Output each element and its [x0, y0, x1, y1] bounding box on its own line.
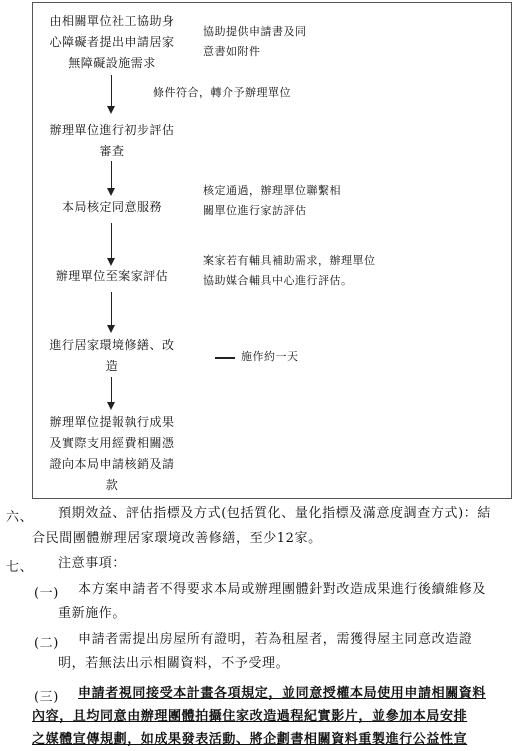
flow-arrowhead-2 — [107, 188, 115, 196]
flow-note-line: 意書如附件 — [203, 45, 261, 58]
flow-step-line: 辦理單位進行初步評估 — [49, 123, 175, 137]
flow-arrow-2 — [111, 161, 112, 189]
flow-step-line: 及實際支用經費相關憑 — [49, 436, 175, 450]
flow-arrow-4 — [111, 292, 112, 326]
flow-arrowhead-1 — [107, 106, 115, 114]
flow-arrow-5 — [111, 377, 112, 403]
item-2-number: (二) — [34, 636, 59, 651]
flow-note-line: 核定通過，辦理單位聯繫相 — [203, 184, 341, 197]
item-1-line-2: 重新施作。 — [58, 606, 127, 621]
item-2-line-2: 明，若無法出示相關資料，不予受理。 — [58, 656, 290, 671]
flow-note-line: 協助媒合輔具中心進行評估。 — [203, 274, 353, 287]
flow-note-duration — [241, 347, 299, 367]
flow-step-line: 辦理單位至案家評估 — [55, 269, 169, 283]
item-3-line-3 — [32, 728, 524, 751]
section-6-number: 六、 — [6, 510, 34, 525]
flow-note-forms — [203, 22, 307, 62]
item-3-number: (三) — [34, 690, 59, 705]
flow-step-line: 心障礙者提出申請居家 — [49, 35, 175, 49]
flow-note-connector — [215, 357, 235, 359]
flow-note-line: 協助提供申請書及同 — [203, 25, 307, 38]
item-1-number: (一) — [34, 586, 59, 601]
flow-note-line: 條件符合，轉介予辦理單位 — [153, 86, 291, 99]
flow-arrow-1 — [111, 75, 112, 107]
item-2-line-1: 申請者需提出房屋所有證明，若為租屋者，需獲得屋主同意改造證 — [78, 632, 473, 647]
flow-step-line: 進行居家環境修繕、改 — [49, 338, 175, 352]
flow-step-reimburse — [43, 412, 181, 496]
flow-step-line: 造 — [105, 359, 119, 373]
flow-step-apply — [43, 11, 181, 74]
item-3-line-1: 申請者視同接受本計畫各項規定，並同意授權本局使用申請相關資料 — [78, 686, 487, 701]
item-3-line-3-text: 之媒體宣傳規劃，如成果發表活動、將企劃書相關資料重製進行公益性宣 — [32, 732, 468, 747]
flow-step-line: 審查 — [99, 144, 125, 158]
flow-note-assistive — [203, 251, 376, 291]
flow-step-line: 款 — [105, 478, 119, 492]
flow-step-approve — [43, 197, 181, 218]
flow-note-approval — [203, 181, 341, 221]
flow-note-line: 案家若有輔具補助需求，辦理單位 — [203, 254, 376, 267]
flow-step-line: 辦理單位提報執行成果 — [49, 415, 175, 429]
section-7-number: 七、 — [6, 560, 34, 575]
flow-step-line: 無障礙設施需求 — [68, 56, 156, 70]
flow-arrowhead-3 — [107, 258, 115, 266]
section-6-line-2: 合民間團體辦理居家環境改善修繕，至少12家。 — [32, 531, 322, 546]
flow-step-home-assess — [43, 266, 181, 287]
flow-step-line: 由相關單位社工協助身 — [49, 14, 175, 28]
item-1-line-1: 本方案申請者不得要求本局或辦理團體針對改造成果進行後續維修及 — [78, 582, 487, 597]
section-7-title: 注意事項： — [58, 556, 127, 571]
flow-step-initial-review — [43, 120, 181, 162]
flow-note-line: 關單位進行家訪評估 — [203, 204, 307, 217]
flow-step-line: 證向本局申請核銷及請 — [49, 457, 175, 471]
flow-note-line: 施作約一天 — [241, 350, 299, 363]
flow-note-referral — [153, 83, 291, 103]
flow-step-line: 本局核定同意服務 — [61, 200, 162, 214]
flow-step-renovate — [43, 335, 181, 377]
flowchart-frame — [32, 2, 512, 499]
flow-arrowhead-4 — [107, 325, 115, 333]
flow-arrowhead-5 — [107, 402, 115, 410]
flow-arrow-3 — [111, 223, 112, 259]
item-3-line-2: 內容，且均同意由辦理團體拍攝住家改造過程紀實影片，並參加本局安排 — [32, 709, 468, 724]
section-6-line-1: 預期效益、評估指標及方式(包括質化、量化指標及滿意度調查方式)：結 — [58, 506, 491, 521]
